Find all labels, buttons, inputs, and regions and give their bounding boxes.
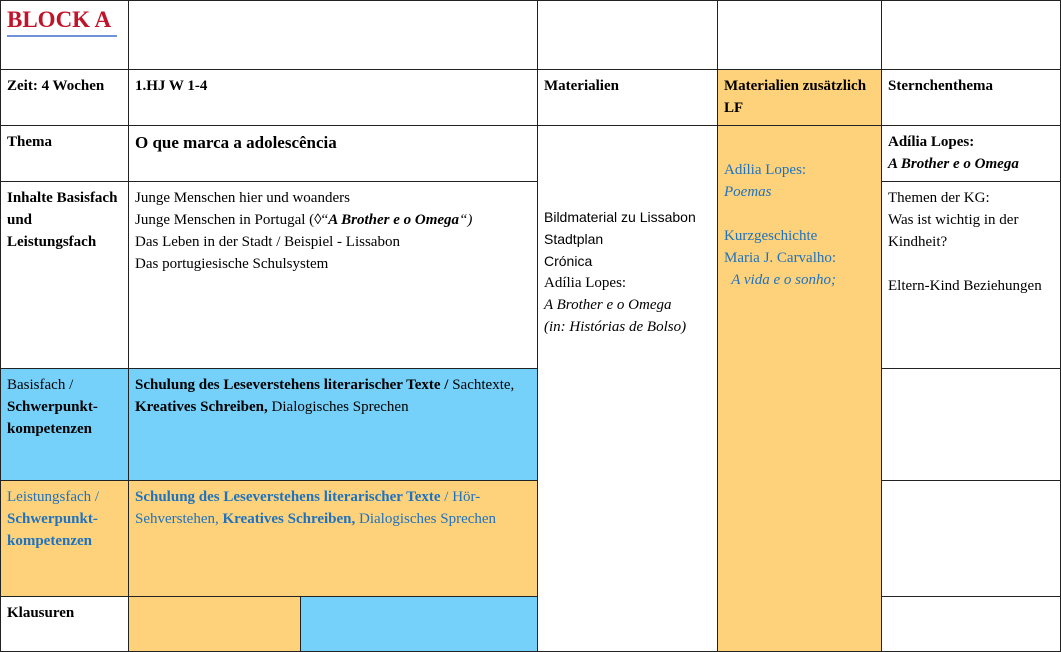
inhalte-label-text: Inhalte Basisfach und Leistungsfach xyxy=(7,190,118,250)
materialien-header-text: Materialien xyxy=(544,78,619,94)
materialien-line-2: Stadtplan xyxy=(544,231,604,247)
inhalte-line-1: Junge Menschen hier und woanders xyxy=(135,190,350,206)
zeit-value xyxy=(128,69,538,126)
klausuren-label xyxy=(0,596,129,652)
thema-label-text: Thema xyxy=(7,134,52,150)
zeit-value-text: 1.HJ W 1-4 xyxy=(135,78,208,94)
inhalte-label xyxy=(0,181,129,369)
leistungsfach-part-4: Dialogisches Sprechen xyxy=(355,511,497,527)
materialien-header xyxy=(537,69,718,126)
basisfach-part-3: Kreatives Schreiben, xyxy=(135,399,268,415)
leistungsfach-label xyxy=(0,480,129,597)
materialien-lf-author-1: Adília Lopes: xyxy=(724,162,807,178)
inhalte-line-2 xyxy=(135,209,531,231)
stern-leistungsfach-cell xyxy=(881,480,1061,597)
leistungsfach-value xyxy=(128,480,538,597)
basisfach-part-4: Dialogisches Sprechen xyxy=(267,399,409,415)
sternchenthema-header xyxy=(881,69,1061,126)
materialien-lf-author-2: Maria J. Carvalho: xyxy=(724,250,837,266)
materialien-line-1: Bildmaterial zu Lissabon xyxy=(544,209,696,225)
inhalte-portugal-suffix: “) xyxy=(459,212,473,228)
materialien-lf-work-2: A vida e o sonho; xyxy=(724,272,836,288)
materialien-line-3: Crónica xyxy=(544,253,593,269)
zeit-label xyxy=(0,69,129,126)
thema-value-text: O que marca a adolescência xyxy=(135,133,337,152)
stern-klausuren-cell xyxy=(881,596,1061,652)
materialien-lf-work-1: Poemas xyxy=(724,184,772,200)
empty-cell-r1c5 xyxy=(881,0,1061,70)
inhalte-portugal-title: A Brother e o Omega xyxy=(328,212,460,228)
basisfach-label-plain: Basisfach / xyxy=(7,377,74,393)
materialien-column xyxy=(537,125,718,652)
basisfach-part-2: Sachtexte, xyxy=(452,377,522,393)
materialien-lf-column xyxy=(717,125,882,652)
inhalte-value xyxy=(128,181,538,369)
leistungsfach-label-plain: Leistungsfach / xyxy=(7,489,100,505)
inhalte-line-3: Das Leben in der Stadt / Beispiel - Lissabon xyxy=(135,234,400,250)
klausuren-label-text: Klausuren xyxy=(7,605,75,621)
basisfach-label-bold: Schwerpunkt-kompetenzen xyxy=(7,399,98,437)
materialien-line-6: (in: Histórias de Bolso) xyxy=(544,319,687,335)
stern-thema-author: Adília Lopes: xyxy=(888,134,975,150)
stern-themen-line-3: Eltern-Kind Beziehungen xyxy=(888,278,1042,294)
stern-thema-cell xyxy=(881,125,1061,182)
materialien-lf-heading-2: Kurzgeschichte xyxy=(724,228,818,244)
empty-cell-r1c3 xyxy=(537,0,718,70)
leistungsfach-part-3: Kreatives Schreiben, xyxy=(222,511,356,527)
leistungsfach-part-1: Schulung des Leseverstehens literarischer Texte xyxy=(135,489,441,505)
materialien-lf-spacer xyxy=(724,203,875,225)
materialien-line-4: Adília Lopes: xyxy=(544,275,627,291)
materialien-line-5: A Brother e o Omega xyxy=(544,297,672,313)
zeit-label-text: Zeit: 4 Wochen xyxy=(7,78,105,94)
stern-basisfach-cell xyxy=(881,368,1061,481)
stern-themen-spacer xyxy=(888,253,1054,275)
klausuren-leistungsfach-cell xyxy=(128,596,301,652)
leistungsfach-label-bold: Schwerpunkt-kompetenzen xyxy=(7,511,98,549)
empty-cell-r1c2 xyxy=(128,0,538,70)
materialien-lf-header-text: Materialien zusätzlich LF xyxy=(724,78,867,116)
stern-themen-line-1: Themen der KG: xyxy=(888,190,990,206)
thema-label xyxy=(0,125,129,182)
klausuren-basisfach-cell xyxy=(300,596,538,652)
inhalte-line-4: Das portugiesische Schulsystem xyxy=(135,256,329,272)
block-title-cell xyxy=(0,0,129,70)
stern-themen-cell xyxy=(881,181,1061,369)
thema-value xyxy=(128,125,538,182)
materialien-lf-header xyxy=(717,69,882,126)
basisfach-value xyxy=(128,368,538,481)
stern-thema-work: A Brother e o Omega xyxy=(888,156,1019,172)
leistungsfach-part-2: / Hör-Sehverstehen, xyxy=(135,489,481,527)
basisfach-label xyxy=(0,368,129,481)
empty-cell-r1c4 xyxy=(717,0,882,70)
sternchenthema-header-text: Sternchenthema xyxy=(888,78,993,94)
inhalte-portugal-prefix: Junge Menschen in Portugal (◊“ xyxy=(135,212,329,228)
stern-themen-line-2: Was ist wichtig in der Kindheit? xyxy=(888,212,1019,250)
block-title: BLOCK A xyxy=(7,5,117,37)
basisfach-part-1: Schulung des Leseverstehens literarischer Texte / xyxy=(135,377,449,393)
